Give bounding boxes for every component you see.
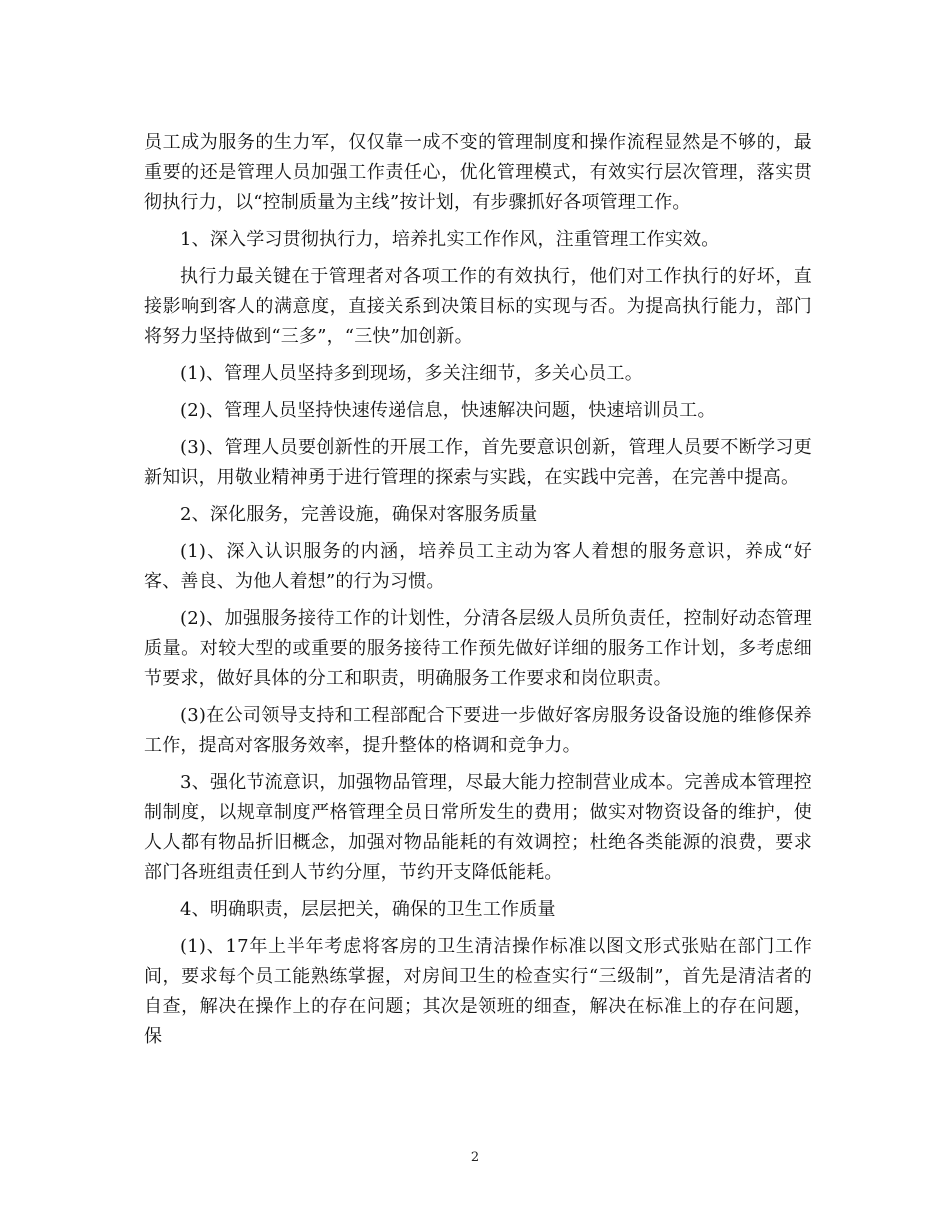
page-number: 2 bbox=[470, 1150, 480, 1165]
list-item-1-2: (2)、管理人员坚持快速传递信息，快速解决问题，快速培训员工。 bbox=[180, 400, 716, 421]
paragraph-continuation: 员工成为服务的生力军，仅仅靠一成不变的管理制度和操作流程显然是不够的，最重要的还是管理人员加强工作责任心，优化管理模式，有效实行层次管理，落实贯彻执行力，以“控制质量为主线”按计划，有步骤抓好各项管理工作。 bbox=[144, 132, 812, 213]
list-item-1-3: (3)、管理人员要创新性的开展工作，首先要意识创新，管理人员要不断学习更新知识，用敬业精神勇于进行管理的探索与实践，在实践中完善，在完善中提高。 bbox=[144, 437, 812, 488]
list-item-1-1: (1)、管理人员坚持多到现场，多关注细节，多关心员工。 bbox=[180, 363, 643, 384]
list-item-2-3: (3)在公司领导支持和工程部配合下要进一步做好客房服务设备设施的维修保养工作，提高对客服务效率，提升整体的格调和竞争力。 bbox=[144, 705, 812, 756]
section-heading-3: 3、强化节流意识，加强物品管理，尽最大能力控制营业成本。完善成本管理控制制度，以规章制度严格管理全员日常所发生的费用；做实对物资设备的维护，使人人都有物品折旧概念，加强对物品能耗的有效调控；杜绝各类能源的浪费，要求部门各班组责任到人节约分厘，节约开支降低能耗。 bbox=[144, 772, 812, 883]
section-heading-1: 1、深入学习贯彻执行力，培养扎实工作作风，注重管理工作实效。 bbox=[180, 229, 720, 250]
list-item-2-1: (1)、深入认识服务的内涵，培养员工主动为客人着想的服务意识，养成“好客、善良、为他人着想”的行为习惯。 bbox=[144, 541, 812, 592]
paragraph-execution: 执行力最关键在于管理者对各项工作的有效执行，他们对工作执行的好坏，直接影响到客人的满意度，直接关系到决策目标的实现与否。为提高执行能力，部门将努力坚持做到“三多”，“三快”加创新。 bbox=[144, 266, 812, 347]
list-item-2-2: (2)、加强服务接待工作的计划性，分清各层级人员所负责任，控制好动态管理质量。对较大型的或重要的服务接待工作预先做好详细的服务工作计划，多考虑细节要求，做好具体的分工和职责，明确服务工作要求和岗位职责。 bbox=[144, 608, 812, 689]
document-body bbox=[144, 128, 812, 1059]
list-item-4-1: (1)、17年上半年考虑将客房的卫生清洁操作标准以图文形式张贴在部门工作间，要求每个员工能熟练掌握，对房间卫生的检查实行“三级制”，首先是清洁者的自查，解决在操作上的存在问题；其次是领班的细查，解决在标准上的存在问题，保 bbox=[144, 936, 812, 1047]
section-heading-2: 2、深化服务，完善设施，确保对客服务质量 bbox=[180, 504, 538, 525]
section-heading-4: 4、明确职责，层层把关，确保的卫生工作质量 bbox=[180, 899, 556, 920]
